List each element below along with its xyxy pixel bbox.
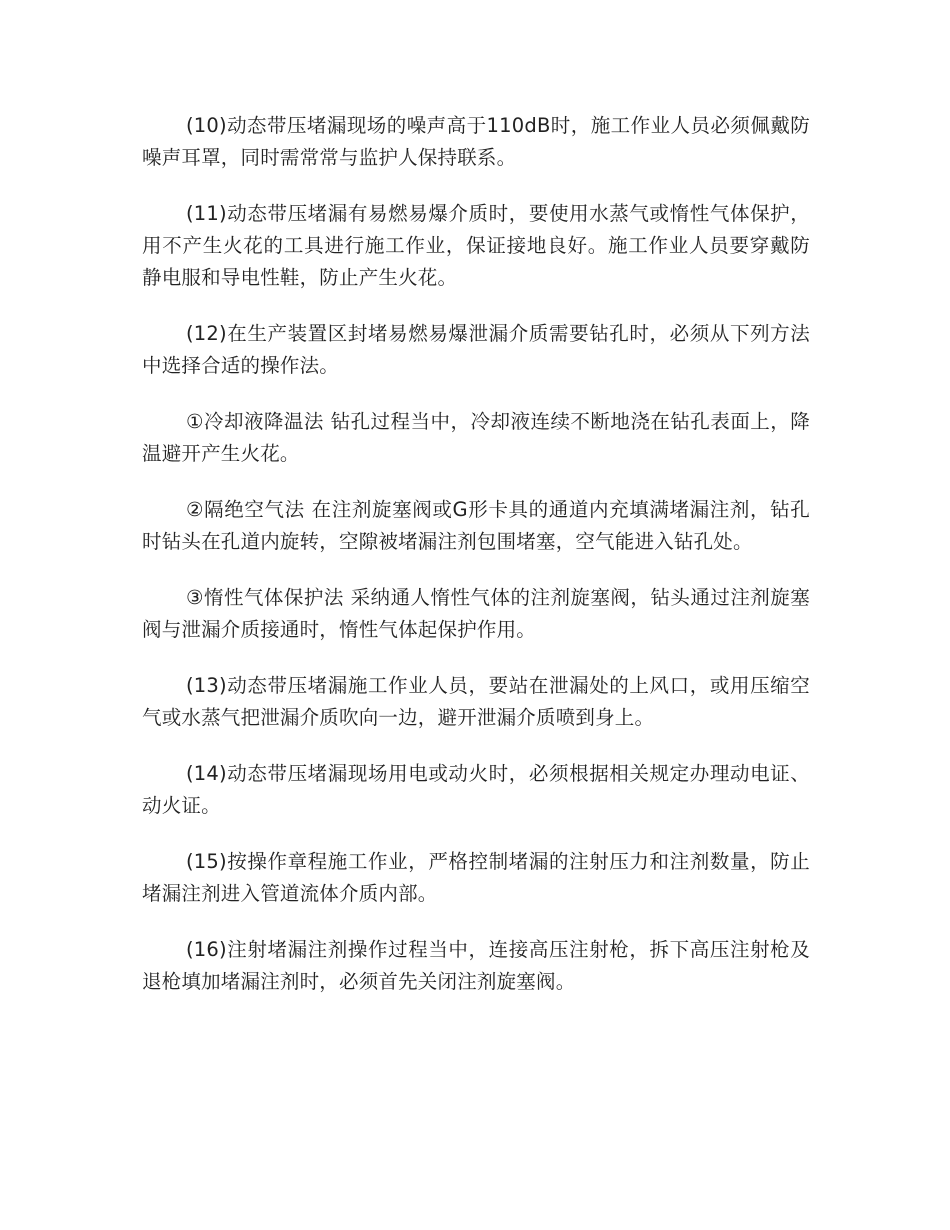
paragraph-13: (13)动态带压堵漏施工作业人员，要站在泄漏处的上风口，或用压缩空气或水蒸气把泄漏介质吹向一边，避开泄漏介质喷到身上。 [142,674,810,729]
paragraph-12: (12)在生产装置区封堵易燃易爆泄漏介质需要钻孔时，必须从下列方法中选择合适的操作法。 [142,322,810,377]
paragraph-16: (16)注射堵漏注剂操作过程当中，连接高压注射枪，拆下高压注射枪及退枪填加堵漏注剂时，必须首先关闭注剂旋塞阀。 [142,938,810,993]
paragraph-14: (14)动态带压堵漏现场用电或动火时，必须根据相关规定办理动电证、动火证。 [142,762,810,817]
paragraph-10: (10)动态带压堵漏现场的噪声高于110dB时，施工作业人员必须佩戴防噪声耳罩，同时需常常与监护人保持联系。 [142,114,810,169]
paragraph-11: (11)动态带压堵漏有易燃易爆介质时，要使用水蒸气或惰性气体保护，用不产生火花的工具进行施工作业，保证接地良好。施工作业人员要穿戴防静电服和导电性鞋，防止产生火花。 [142,202,810,289]
paragraph-method-2: ②隔绝空气法 在注剂旋塞阀或G形卡具的通道内充填满堵漏注剂，钻孔时钻头在孔道内旋转，空隙被堵漏注剂包围堵塞，空气能进入钻孔处。 [142,498,810,553]
paragraph-method-1: ①冷却液降温法 钻孔过程当中，冷却液连续不断地浇在钻孔表面上，降温避开产生火花。 [142,410,810,465]
paragraph-method-3: ③惰性气体保护法 采纳通人惰性气体的注剂旋塞阀，钻头通过注剂旋塞阀与泄漏介质接通时，惰性气体起保护作用。 [142,586,810,641]
document-body [142,110,810,1022]
paragraph-15: (15)按操作章程施工作业，严格控制堵漏的注射压力和注剂数量，防止堵漏注剂进入管道流体介质内部。 [142,850,810,905]
